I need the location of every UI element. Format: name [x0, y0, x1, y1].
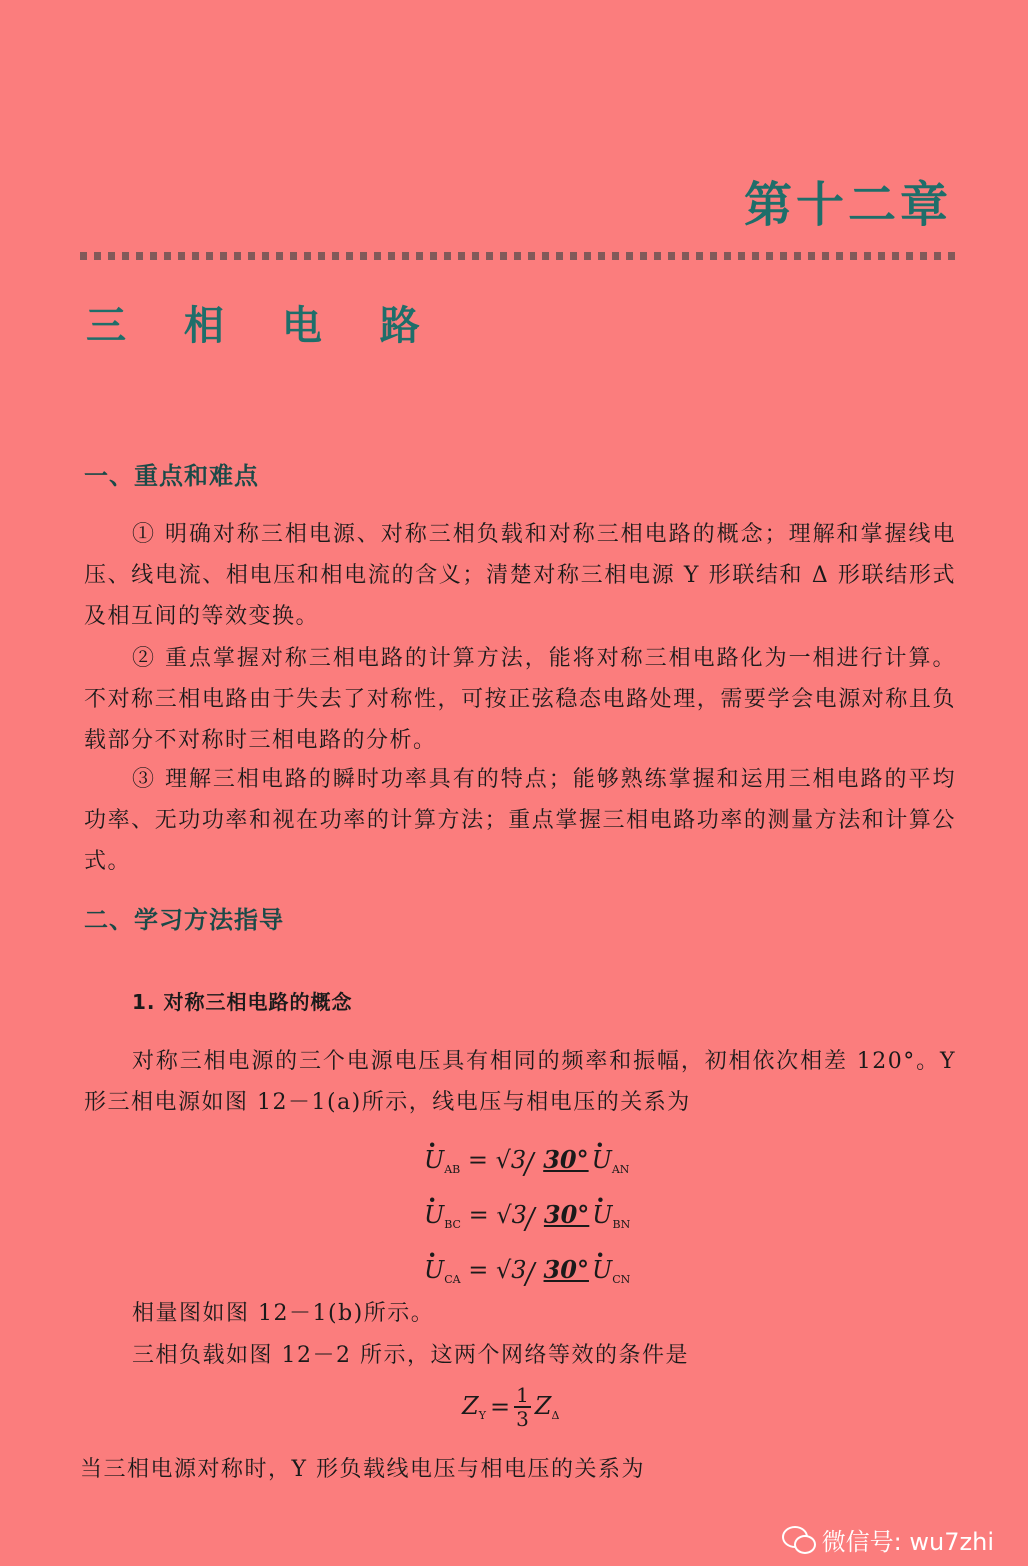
equivalence-equation: $Z_Y$ = $\frac{1}{3}$ $Z_\Delta$: [462, 1383, 560, 1431]
eq-angle: 30°: [543, 1145, 589, 1174]
eq-symbol: · U: [592, 1146, 612, 1174]
angle-icon: [527, 1205, 541, 1227]
section1-item-3: ③ 理解三相电路的瞬时功率具有的特点；能够熟练掌握和运用三相电路的平均功率、无功功率和视在功率的计算方法；重点掌握三相电路功率的测量方法和计算公式。: [84, 767, 956, 874]
eq-sqrt: √3: [495, 1146, 527, 1174]
eq-sqrt: √3: [496, 1201, 527, 1229]
section2-heading: 二、学习方法指导: [84, 906, 284, 934]
angle-icon: [526, 1150, 540, 1172]
intro-paragraph: 对称三相电源的三个电源电压具有相同的频率和振幅，初相依次相差 120°。Y 形三相电源如图 12－1(a)所示，线电压与相电压的关系为: [84, 1049, 956, 1115]
eq-rhs-sub: CN: [612, 1273, 631, 1286]
phasor-note: 相量图如图 12－1(b)所示。: [132, 1301, 435, 1326]
watermark: [782, 1522, 994, 1557]
section1-heading: 一、重点和难点: [84, 462, 259, 490]
equation-1: · $U_{AB} = √3$ $30^\circ\cdot U_{AN}$: [424, 1145, 629, 1176]
equation-3: · $U_{CA} = √3$ $30^\circ\cdot U_{CN}$: [424, 1255, 630, 1286]
fraction: [514, 1384, 531, 1430]
section1-item-2: ② 重点掌握对称三相电路的计算方法，能将对称三相电路化为一相进行计算。不对称三相电路由于失去了对称性，可按正弦稳态电路处理，需要学会电源对称且负载部分不对称时三相电路的分析。: [84, 646, 956, 753]
eq-angle: 30°: [543, 1255, 589, 1284]
frac-lhs-sub: Y: [478, 1409, 486, 1422]
equation-2: · $U_{BC} = √3$ $30^\circ\cdot U_{BN}$: [424, 1200, 630, 1231]
eq-lhs-sub: CA: [444, 1273, 461, 1286]
eq-symbol: · U: [592, 1256, 612, 1284]
watermark-text: 微信号: wu7zhi: [821, 1528, 994, 1556]
angle-icon: [527, 1260, 541, 1282]
eq-angle: 30°: [543, 1200, 590, 1229]
page-title: 三 相 电 路: [86, 303, 442, 349]
eq-sqrt: √3: [495, 1256, 527, 1284]
divider: [80, 252, 958, 260]
wechat-icon: [782, 1526, 816, 1554]
eq-lhs-sub: BC: [444, 1218, 461, 1231]
closing-line: 当三相电源对称时，Y 形负载线电压与相电压的关系为: [80, 1457, 646, 1482]
eq-symbol: · U: [424, 1256, 444, 1284]
frac-denominator: 3: [516, 1407, 529, 1431]
eq-symbol: · U: [592, 1201, 612, 1229]
eq-symbol: · U: [424, 1201, 444, 1229]
eq-rhs-sub: AN: [611, 1163, 630, 1176]
subsection-heading: 1. 对称三相电路的概念: [132, 990, 353, 1014]
frac-rhs-sub: Δ: [551, 1409, 560, 1422]
eq-lhs-sub: AB: [444, 1163, 461, 1176]
load-note: 三相负载如图 12－2 所示，这两个网络等效的条件是: [132, 1343, 689, 1368]
frac-rhs: Z: [534, 1392, 552, 1420]
chapter-label: 第十二章: [743, 177, 952, 233]
frac-numerator: 1: [516, 1383, 529, 1407]
eq-rhs-sub: BN: [612, 1218, 631, 1231]
section1-item-1: ① 明确对称三相电源、对称三相负载和对称三相电路的概念；理解和掌握线电压、线电流、相电压和相电流的含义；清楚对称三相电源 Y 形联结和 Δ 形联结形式及相互间的等效变换。: [84, 522, 956, 629]
frac-lhs: Z: [462, 1392, 479, 1420]
eq-symbol: · U: [424, 1146, 444, 1174]
